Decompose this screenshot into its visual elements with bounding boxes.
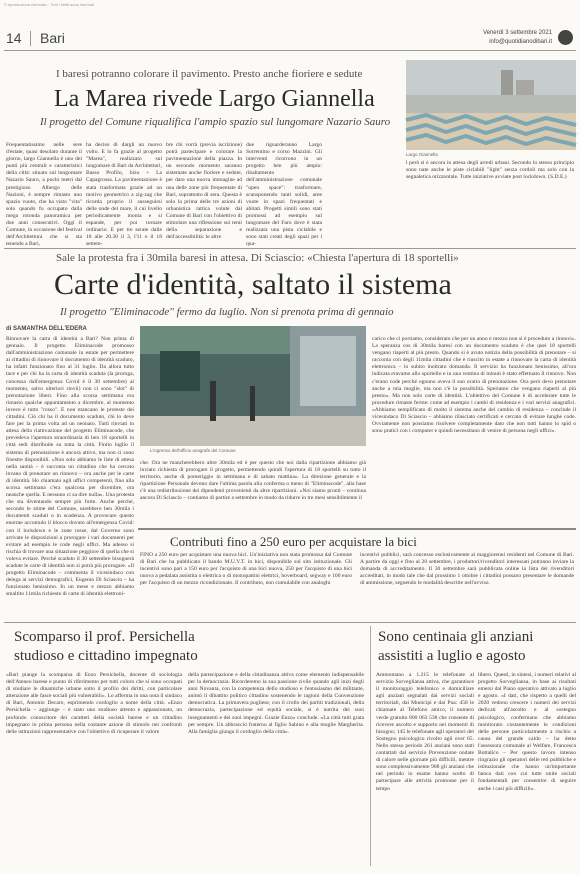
article2-col2: che. Ora ne mancherebbero altre 30mila ed è per questo che noi dalla ripartizione abbiamo già inviato richiesta di prorogare il progetto, permettendo quindi l'apertura di 18 sportelli su tutto il territorio, anche di pomeriggio in settimana e di sabato mattina». La direzione generale e la ripartizione Personale devono dare l'ultima parola alla conferma o meno di "Eliminacode", alla base c'è una redistribuzione dei dipendenti provenienti da altre ripartizioni. «Noi siamo pronti – continua ancora Di Sciascio – contiamo di partire a settembre in modo da ridurre in tre mesi sensibilmente il [140,460,366,502]
article2-photo [140,326,366,446]
article5-col1: Ammontano a 1.215 le telefonate al servizio Sorvegliansa attiva, che garantisce il monitoraggio telefonico e domiciliare agli anziani segnalati dai servizi sociali territoriali, dai Municipi e dai Pua: 458 le chiamate al Telefono amico, il numero verde gratuito 800 063 538 che consente di ricevere ascolto e supporto nei momenti di bisogno; 145 le telefonate agli operatori del Sostegno psicologico rivolto agli over 65. Nello stesso periodo 261 anziani sono stati contattati dal servizio Prevenzione ondate di calore nelle giornate più difficili, mentre sono complessivamente 988 gli anziani che nel periodo in esame hanno scelto di partecipare alle attività promosse per il tempo [376,672,474,792]
article1-col3: bre chi vorrà (previa iscrizione) potrà partecipare e colorare la pavimentazione della piazza. In un secondo momento saranno sistemate anche fioriere e sedute, per dare una nuova immagine ad una delle zone più frequentate di Bari, soprattutto di sera. Questa è solo la prima delle tre azioni di urbanistica tattica volute dal Comune di Bari con l'obiettivo di stimolare una riflessione sui temi della separazione e dell'accessibilità: le altre [166,142,242,241]
article2-title: Carte d'identità, saltato il sistema [54,268,452,301]
article1-subtitle: Il progetto del Comune riqualifica l'ampio spazio sul lungomare Nazario Sauro [40,116,391,128]
article4-col1: «Bari piange la scomparsa di Enzo Persichella, docente di sociologia dell'Ateneo barese e punto di riferimento per tutti coloro che si sono occupati di studiare le dinamiche urbane sotto il profilo dei diritti, con particolare attenzione alle fasce sociali più vulnerabili». Lo afferma in una nota il sindaco di Bari, Antonio Decaro, esprimendo cordoglio a nome della città. «Enzo Persichella – aggiunge – è stato uno studioso attento e appassionato, un profondo conoscitore dei caratteri della società barese e un cittadino impegnato in prima persona nella costante azione di stimolo nei confronti delle istituzioni rappresentative con l'obiettivo di ricuperare il valore [6,672,182,735]
article1-kicker: I baresi potranno colorare il pavimento. Presto anche fioriere e sedute [56,68,363,80]
article2-col3: carico che ci portiamo, considerato che per un anno e mezzo non si è proceduto a rinnovi». La speranza cos di 30mila baresi con un documento scaduto è che quei 18 sportelli vengano riaperti al più presto. Quando si è avuto notizia della possibilità di prenotare – si racconta con degli 11mila cittadini che è riuscito in estate a rinnovare la carta di identità elettronica – lo subito inoltrato domanda. Il servizio ha funzionato benissimo, all'ora indicata eravamo allo sportello e in una ventina di minuti è stato effettuato il rinnovo. Non c'erano code perché ognuno aveva il suo orario di prenotazione. Ora però devo prenotare anche a mia moglie, ma non c'è la possibilità. Speriamo che vengano riaperti al più presto». Ma non solo carte di identità. L'obiettivo del Comune è di accelerare tutte le procedure rimaste ferme: come ad esempio i cambi di residenza e i vari servizi anagrafici. «Abbiamo semplificato di molto il sistema anche del cambio di residenza – conclude il vicesindaco Di Sciascio – abbiamo rilasciato certificati e cercato di evitare lunghe code. Ovviamente non possiamo risolvere completamente dato che non tutti hanno lo spid o sono pratici con i computer e quindi necessitano di venire di persona negli uffici». [372,336,576,435]
article2-anchor5 [140,330,366,331]
article4-title-line2: studioso e cittadino impegnato [14,648,198,664]
newspaper-logo-icon [558,30,573,45]
section-name: Bari [40,30,65,46]
article2-byline: di SAMANTHA DELL'EDERA [6,326,87,332]
page-number: 14 [6,30,22,46]
article1-col2: ha deciso di dargli un nuovo volto. E lo fa grazie al progetto "Marea", realizzato sul lungomare di Bari da Architetturi, Basso Profilo, bizo + La Capagrossa. La pavimentazione è stata trasformata grazie ad un motivo geometrico a zig-zag che ricorda proprio il susseguirsi delle onde del mare, il cui livello periodicamente monta e si espande, per poi tornare ordinario. E per tre serate dalle 18 alle 20.30 il 3, l'11 e il 18 settem- [86,142,162,248]
article3-title: Contributi fino a 250 euro per acquistare la bici [170,534,417,549]
article3-col2: incentivi pubblici, sarà concesso esclusivamente ai maggiorenni residenti nel Comune di Bari. A partire da oggi e fino al 20 settembre, i produttori/rivenditori interessati potranno inviare la domanda di accreditamento. Il 30 settembre sarà pubblicata online la lista dei rivenditori accreditati, in modo tale che dal prossimo 1 ottobre i cittadini possano presentare le domande di ammissione, seguendo le modalità descritte nell'avviso. [360,552,574,587]
article2-rule [4,622,576,623]
article5-title-line1: Sono centinaia gli anziani [378,629,534,645]
copyright-notice: © riproduzione riservata - Tutti i diritti sono riservati [4,2,95,7]
article2-subtitle: Il progetto "Eliminacode" fermo da luglio. Non si prenota prima di gennaio [60,306,394,318]
header-rule [4,50,576,51]
article2-kicker: Sale la protesta fra i 30mila baresi in attesa. Di Sciascio: «Chiesta l'apertura di 18 sportelli» [56,252,459,264]
article1-col5: l però si è ancora in attesa degli arredi urbani. Secondo lo stesso principio sono nate anche le piste ciclabili "light" senza cordoli ma solo con la segnaletica orizzontale. Tutte iniziative avviate post lockdown. (S.D.E.) [406,160,574,181]
bottom-divider [370,626,371,866]
article1-col4: due riguarderanno Largo Sorrentino e corso Mazzini. Gli interventi ricorrono in un progetto ben più ampio: ribaltamento dell'amministrazione comunale "open space": trasformare, scansponendo tanti solidi, aree vuote in spazi frequentati e abitati. Progetti simili sono stati promossi ad esempio sul lungomare del Faro dove è stata realizzata una pista ciclabile e sono stati creati degli spazi per i qua- [246,142,322,248]
article1-title: La Marea rivede Largo Giannella [54,86,375,112]
issue-date: Venerdì 3 settembre 2021 [482,30,552,36]
contact-email: info@quotidianodibari.it [489,39,552,45]
article5-title-line2: assistiti a luglio e agosto [378,648,526,664]
article5-col2: libero. Questi, in sintesi, i numeri relativi al progetto Sorvegliansa, in base ai risultati emersi dal Piano operativo attivato a luglio e agosto. «I dati, che rispetto a quelli del 2020 vedono crescere i numeri dei servizi dedicati all'ascolto e al sostegno psicologico, confermano che abbiamo monitorato costantemente le condizioni delle persone particolarmente a rischio a causa del grande caldo – ha detto l'assessora comunale al Welfare, Francesca Bottalico – Per questo lavoro intenso ringrazio gli operatori delle reti pubbliche e istituzionale che hanno un'importante banca dati con cui tutte unite sociali fondamentali per consentire di seguire anche i casi più difficili». [478,672,576,792]
article4-title-line1: Scomparso il prof. Persichella [14,629,195,645]
article1-col1: Frequentatissimo nelle sere d'estate, quasi desolato durante il giorno, largo Giannella è uno dei punti più centrali e caratteristici della città: situato sul lungomare Nazario Sauro, a pochi metri dal prestigioso Albergo delle Nazioni, è sempre rimasto uno spazio vuoto, che ha visto "vita" solo quando fu occupato dalla mega rotonda panoramica per due anni consecutivi. Oggi il Comune, in occasione del festival dell'Architettura che si sta tenendo a Bari, [6,142,82,248]
article1-rule [4,248,576,249]
article2-photo-caption: L'ingresso dell'ufficio anagrafe del Comune [150,448,236,453]
article1-photo-caption: Largo Giannella [406,152,438,157]
article1-photo [406,60,576,150]
article4-col2: della partecipazione e della cittadinanza attiva come elemento indispensabile per la democrazia. Ricorderemo la sua passione civile quando agli inizi degli anni Novanta, con la competenza dello studioso e l'entusiasmo del militante, animò il dibattito politico cittadino sostenendo le ragioni della Convenzione democratica. La primavera pugliese, con il crollo dei partiti tradizionali, della democrazia, partecipazione ed equità sociale, si è nutrita dei suoi insegnamenti e dei suoi impegni. Grazie Enzo» conclude. «La città tutti grata per sempre. Un abbraccio fraterno al figlio Sabino e alla moglie Margherita. Alla famiglia giunga il cordoglio della città». [188,672,364,735]
header-divider [30,31,31,46]
article3-top-rule [138,528,576,530]
article3-col1: FINO a 250 euro per acquistare una nuova bici. Un'iniziativa non stata promossa dal Comune di Bari che ha pubblicato il bando M.U.V.T. in bici, disponibile sul sito istituzionale. Gli incentivi sono pari a 150 euro per l'acquisto di una bici nuova, 250 per l'acquisto di una bici nuova a pedalata assistita o elettrica o di monopattini elettrici, hoverboard, segway e 100 euro per l'acquisto di un mezzo ricondizionato. Il contributo, non cumulabile con analoghi [140,552,352,587]
article2-anchor4 [140,326,141,327]
article2-col1: Rinnovare la carta di identità a Bari? Non prima di gennaio. Il progetto Eliminacode promosso dall'amministrazione comunale in estate per permettere ai cittadini di rinnovare il documento di identità scaduto, ha infatti funzionato fino al 31 luglio. Da allora tutto tace e per chi ha la carta di identità scaduta (la proroga, concessa dall'emergenza Covid è il 30 settembre) al momento, salvo ulteriori rinvii) non ci sono "slot" di prenotazione liberi. Fino alla scorsa settimana era rimasto qualche appuntamento a dicembre, al momento invece è tutto "rosso". E non mancano le proteste dei cittadini. Ciò chi ha il documento scaduto, chi lo deve fare per la prima volta ad un neonato. Tutti rinviati in attesa della riattivazione del progetto Eliminacode, che prevedeva l'apertura straordinaria di ben 18 sportelli in città sedi distribuite su tutta la città. Finito luglio il sistema di prenotazione è ancora attivo, ma non ci sono finestre disponibili. «Non solo abbiamo le liste di attesa nella sanità – è racconta un cittadino che ha cercato invano di prenotare un rinnovo – ora anche per le carte di identità. Ho chiamato agli uffici competenti, fino alla scorsa settimana c'era qualcosa per dicembre, ora neanche quella. E nessuno ci sa dire nulla». Una protesta che sta diventando sempre più forte. Anche perché, secondo le stime del Comune, sarebbero ben 30mila i documenti scaduti o in scadenza. A provocare questo enorme accumulo il blocco dovuto all'emergenza Covid: con il lockdown e le zone rosse, dal Governo sono arrivate le disposizioni a prorogare i vari documenti per evitare ad esempio le code negli uffici. Ma adesso si rischia di trovare una situazione peggiore di quella che si voleva evitare. Perché scaduto il 30 settembre bisognerà scadute le carte di identità non si potrà più prorogare. «Il progetto Eliminacode – commenta il vicesindaco con delega ai servizi demografici, Eugenio Di Sciascio – ha funzionato benissimo. In un mese e mezzo abbiamo smaltito 11mila richieste di carte di identità elettroni- [6,336,134,598]
